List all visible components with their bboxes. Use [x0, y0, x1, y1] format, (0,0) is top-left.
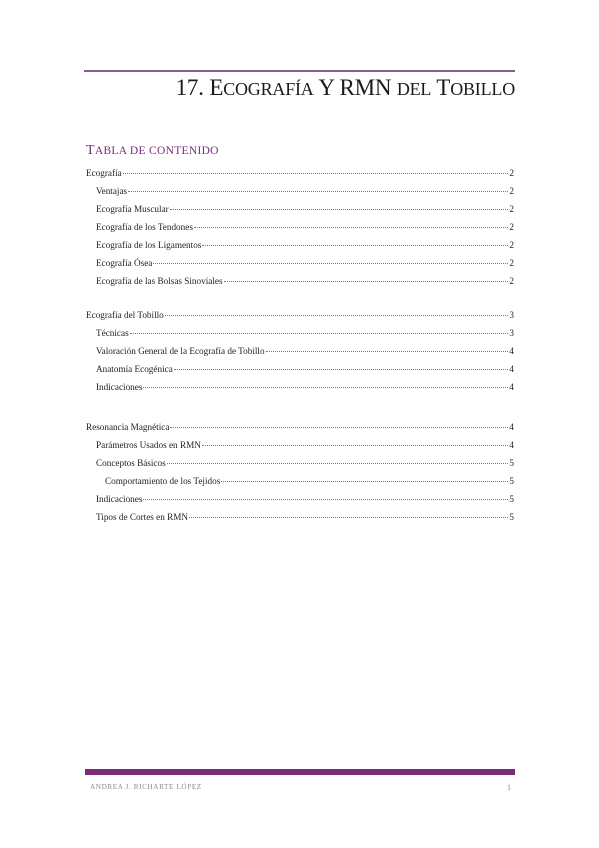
footer-author: ANDREA J. RICHARTE LÓPEZ [90, 783, 202, 791]
chapter-title-word-initial: Y [318, 75, 334, 100]
toc-entry-page: 3 [509, 310, 514, 320]
toc-entry-page: 3 [509, 328, 514, 338]
toc-entry[interactable] [86, 345, 514, 357]
toc-dot-leader [221, 481, 508, 482]
toc-entry[interactable] [86, 309, 514, 321]
toc-dot-leader [130, 333, 509, 334]
chapter-title-word-rest: COGRAFÍA [223, 79, 314, 99]
toc-entry-page: 2 [509, 240, 514, 250]
toc-entry-page: 5 [509, 458, 514, 468]
footer-bar [85, 769, 515, 775]
toc-entry[interactable] [86, 381, 514, 393]
toc-entry[interactable] [86, 511, 514, 523]
toc-entry-label: Ecografía Ósea [96, 258, 153, 268]
toc-entry[interactable] [86, 363, 514, 375]
toc-heading-rest: ABLA DE CONTENIDO [94, 145, 219, 157]
toc-entry-label: Ventajas [96, 186, 128, 196]
toc-dot-leader [224, 281, 509, 282]
toc-entry-label: Técnicas [96, 328, 129, 338]
toc-entry-page: 5 [509, 512, 514, 522]
toc-entry[interactable] [86, 475, 514, 487]
toc-entry-label: Valoración General de la Ecografía de Tobillo [96, 346, 265, 356]
toc-dot-leader [143, 387, 508, 388]
toc-dot-leader [189, 517, 508, 518]
chapter-number: 17. [175, 75, 204, 100]
toc-dot-leader [165, 315, 509, 316]
toc-entry[interactable] [86, 221, 514, 233]
toc-entry-page: 2 [509, 222, 514, 232]
chapter-title-word-initial: T [436, 75, 451, 100]
toc-dot-leader [170, 427, 508, 428]
toc-entry-label: Indicaciones [96, 382, 143, 392]
toc-entry-label: Anatomía Ecogénica [96, 364, 173, 374]
toc-entry[interactable] [86, 257, 514, 269]
toc-entry-page: 4 [509, 364, 514, 374]
toc-entry-page: 2 [509, 276, 514, 286]
toc-entry-page: 5 [509, 476, 514, 486]
toc-entry-page: 4 [509, 346, 514, 356]
toc-dot-leader [153, 263, 508, 264]
toc-dot-leader [174, 369, 509, 370]
toc-entry-label: Ecografía de los Ligamentos [96, 240, 202, 250]
toc-dot-leader [167, 463, 509, 464]
toc-entry-label: Ecografía de los Tendones [96, 222, 193, 232]
toc-entry-page: 2 [509, 168, 514, 178]
toc-entry-label: Resonancia Magnética [86, 422, 170, 432]
toc-heading-initial: T [86, 143, 95, 158]
toc-entry-page: 2 [509, 186, 514, 196]
toc-entry-page: 2 [509, 258, 514, 268]
toc-entry-page: 4 [509, 440, 514, 450]
toc-dot-leader [170, 209, 509, 210]
toc-entry[interactable] [86, 421, 514, 433]
toc-entry-label: Comportamiento de los Tejidos [105, 476, 221, 486]
footer-page-number: 1 [507, 783, 511, 792]
toc-dot-leader [202, 245, 508, 246]
toc-entry[interactable] [86, 457, 514, 469]
toc-entry-label: Conceptos Básicos [96, 458, 166, 468]
toc-dot-leader [123, 173, 509, 174]
toc-entry[interactable] [86, 439, 514, 451]
toc-entry[interactable] [86, 275, 514, 287]
toc-dot-leader [143, 499, 508, 500]
toc-dot-leader [194, 227, 509, 228]
toc-entry[interactable] [86, 167, 514, 179]
toc-entry-page: 4 [509, 382, 514, 392]
toc-dot-leader [202, 445, 509, 446]
toc-entry[interactable] [86, 203, 514, 215]
toc-entry[interactable] [86, 239, 514, 251]
chapter-title-word-rest: DEL [396, 79, 432, 99]
chapter-title-word-rest: OBILLO [450, 79, 515, 99]
toc-entry-label: Indicaciones [96, 494, 143, 504]
toc-entry-label: Ecografía Muscular [96, 204, 169, 214]
toc-entry-page: 2 [509, 204, 514, 214]
chapter-title-word-initial: E [209, 75, 224, 100]
toc-entry-page: 5 [509, 494, 514, 504]
toc-entry[interactable] [86, 327, 514, 339]
toc-entry-label: Ecografía del Tobillo [86, 310, 164, 320]
toc-entry-label: Parámetros Usados en RMN [96, 440, 201, 450]
chapter-title-word-initial: RMN [339, 75, 392, 100]
toc-entry[interactable] [86, 185, 514, 197]
toc-dot-leader [128, 191, 508, 192]
toc-entry-page: 4 [509, 422, 514, 432]
toc-entry-label: Tipos de Cortes en RMN [96, 512, 189, 522]
toc-entry-label: Ecografía de las Bolsas Sinoviales [96, 276, 223, 286]
toc-entry[interactable] [86, 493, 514, 505]
table-of-contents [86, 0, 514, 600]
toc-dot-leader [266, 351, 509, 352]
toc-entry-label: Ecografía [86, 168, 122, 178]
